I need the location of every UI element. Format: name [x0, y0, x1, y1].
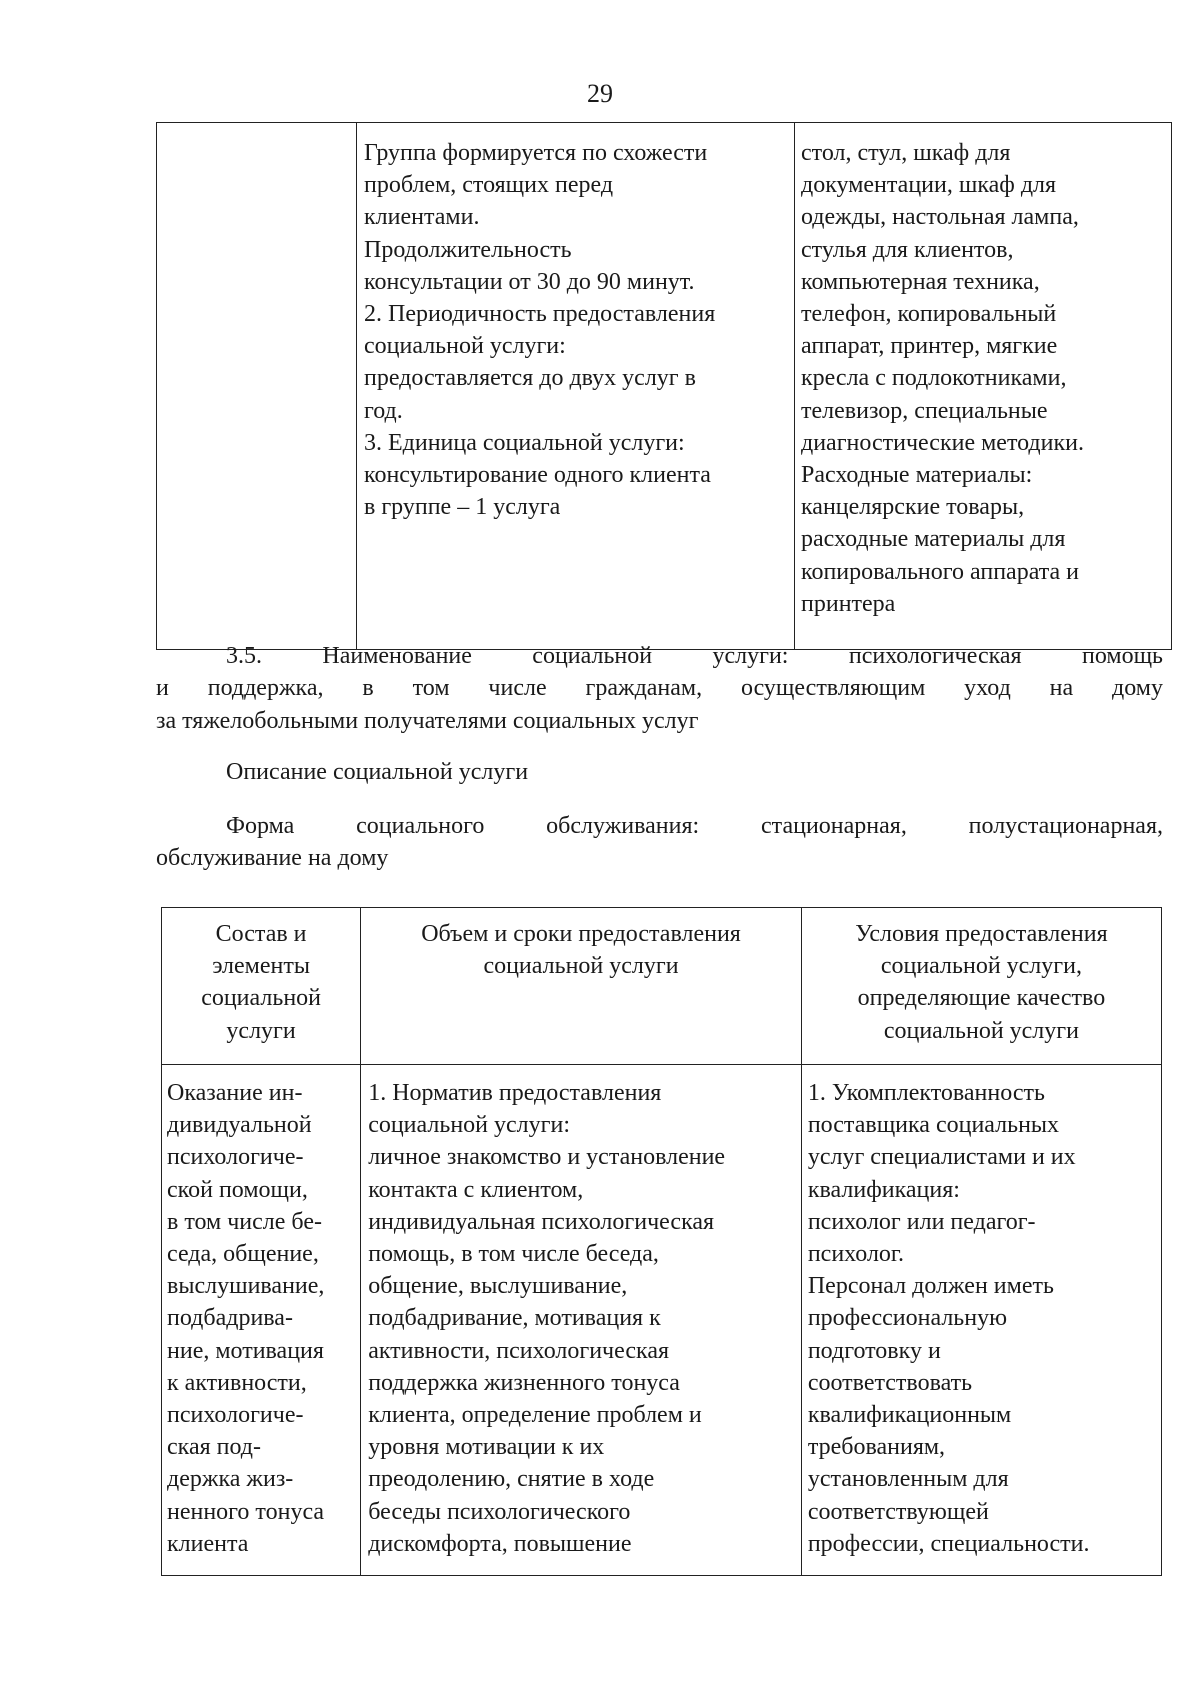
- composition-cell: [162, 1065, 361, 1576]
- cell-line: профессиональную: [807, 1305, 1008, 1332]
- cell-line: соответствующей: [807, 1498, 989, 1525]
- header-composition: [162, 908, 361, 1065]
- cell-line: психологиче-: [167, 1402, 304, 1429]
- conditions-cell: [801, 1065, 1161, 1576]
- cell-line: Персонал должен иметь: [807, 1273, 1054, 1300]
- cell-line: активности, психологическая: [368, 1337, 670, 1364]
- header-conditions: [801, 908, 1161, 1065]
- cell-line: диагностические методики.: [801, 429, 1084, 456]
- cell-line: ние, мотивация: [167, 1337, 324, 1364]
- cell-line: контакта с клиентом,: [368, 1176, 584, 1203]
- cell-line: принтера: [801, 590, 896, 617]
- cell-line: услуг специалистами и их: [807, 1144, 1076, 1171]
- cell-line: помощь, в том числе беседа,: [368, 1241, 659, 1268]
- cell-line: квалификационным: [807, 1402, 1012, 1429]
- cell-line: телевизор, специальные: [801, 397, 1048, 424]
- cell-line: консультирование одного клиента: [364, 462, 711, 489]
- service-form: [156, 810, 1163, 875]
- cell-line: ской помощи,: [167, 1176, 308, 1203]
- heading-line: за тяжелобольными получателями социальных услуг: [156, 707, 699, 734]
- cell-line: Оказание ин-: [167, 1080, 303, 1106]
- conditions-cell: [795, 123, 1172, 650]
- cell-line: выслушивание,: [167, 1273, 325, 1300]
- form-line: Форма социального обслуживания: стационарная, полустационарная,: [226, 813, 1163, 839]
- cell-line: психологиче-: [167, 1144, 304, 1171]
- header-line: элементы: [212, 953, 310, 980]
- service-description-table: [161, 907, 1162, 1576]
- cell-line: в том числе бе-: [167, 1208, 322, 1235]
- description-title: [156, 756, 1163, 788]
- cell-line: профессии, специальности.: [807, 1530, 1090, 1557]
- form-line: обслуживание на дому: [156, 845, 389, 872]
- heading-line: и поддержка, в том числе гражданам, осуществляющим уход на дому: [156, 675, 1163, 702]
- cell-line: подбадрива-: [167, 1305, 293, 1332]
- cell-line: 2. Периодичность предоставления: [364, 301, 716, 328]
- empty-cell: [157, 123, 357, 650]
- cell-line: общение, выслушивание,: [368, 1273, 628, 1300]
- header-line: Объем и сроки предоставления: [421, 921, 741, 947]
- cell-line: документации, шкаф для: [801, 172, 1057, 199]
- cell-line: поддержка жизненного тонуса: [368, 1369, 680, 1396]
- header-volume-terms: [361, 908, 802, 1065]
- table-row: [162, 1065, 1162, 1576]
- cell-line: седа, общение,: [167, 1241, 319, 1268]
- continued-service-table: [156, 122, 1172, 650]
- cell-line: 3. Единица социальной услуги:: [364, 429, 685, 456]
- cell-line: расходные материалы для: [801, 526, 1066, 553]
- header-line: Условия предоставления: [855, 921, 1108, 947]
- table-header-row: [162, 908, 1162, 1065]
- cell-line: дискомфорта, повышение: [368, 1530, 632, 1557]
- cell-line: 1. Норматив предоставления: [368, 1080, 662, 1106]
- header-line: услуги: [226, 1017, 296, 1044]
- cell-line: личное знакомство и установление: [368, 1144, 726, 1171]
- description-title-text: Описание социальной услуги: [226, 759, 529, 785]
- cell-line: клиента, определение проблем и: [368, 1402, 702, 1429]
- header-line: социальной: [201, 985, 321, 1012]
- cell-line: дивидуальной: [167, 1112, 312, 1139]
- cell-line: канцелярские товары,: [801, 494, 1025, 521]
- cell-line: уровня мотивации к их: [368, 1434, 605, 1461]
- header-line: социальной услуги: [883, 1017, 1079, 1044]
- cell-line: копировального аппарата и: [801, 558, 1080, 585]
- cell-line: ская под-: [167, 1434, 261, 1461]
- cell-line: предоставляется до двух услуг в: [364, 365, 696, 392]
- cell-line: держка жиз-: [167, 1466, 294, 1493]
- cell-line: требованиям,: [807, 1434, 946, 1461]
- cell-line: поставщика социальных: [807, 1112, 1060, 1139]
- section-heading: [156, 640, 1163, 737]
- cell-line: стол, стул, шкаф для: [801, 140, 1011, 166]
- cell-line: подбадривание, мотивация к: [368, 1305, 661, 1332]
- cell-line: установленным для: [807, 1466, 1009, 1493]
- cell-line: 1. Укомплектованность: [807, 1080, 1045, 1106]
- cell-line: преодолению, снятие в ходе: [368, 1466, 655, 1493]
- header-line: социальной услуги,: [880, 953, 1082, 980]
- header-line: определяющие качество: [857, 985, 1106, 1012]
- cell-line: психолог или педагог-: [807, 1208, 1036, 1235]
- cell-line: подготовку и: [807, 1337, 941, 1364]
- cell-line: кресла с подлокотниками,: [801, 365, 1067, 392]
- page-number: 29: [587, 79, 613, 108]
- cell-line: беседы психологического: [368, 1498, 631, 1525]
- heading-line: 3.5. Наименование социальной услуги: психологическая помощь: [226, 643, 1163, 669]
- volume-terms-cell: [361, 1065, 802, 1576]
- cell-line: телефон, копировальный: [801, 301, 1057, 328]
- volume-terms-cell: [357, 123, 795, 650]
- cell-line: в группе – 1 услуга: [364, 494, 561, 521]
- cell-line: стулья для клиентов,: [801, 236, 1014, 263]
- cell-line: социальной услуги:: [364, 333, 566, 360]
- cell-line: психолог.: [807, 1241, 905, 1268]
- cell-line: проблем, стоящих перед: [364, 172, 614, 199]
- header-line: социальной услуги: [483, 953, 679, 980]
- table-row: [157, 123, 1172, 650]
- cell-line: соответствовать: [807, 1369, 973, 1396]
- cell-line: клиента: [167, 1530, 249, 1557]
- cell-line: индивидуальная психологическая: [368, 1208, 715, 1235]
- cell-line: Продолжительность: [364, 236, 572, 263]
- cell-line: компьютерная техника,: [801, 268, 1040, 295]
- cell-line: клиентами.: [364, 204, 480, 231]
- cell-line: к активности,: [167, 1369, 307, 1396]
- cell-line: социальной услуги:: [368, 1112, 570, 1139]
- cell-line: одежды, настольная лампа,: [801, 204, 1079, 231]
- cell-line: аппарат, принтер, мягкие: [801, 333, 1058, 360]
- cell-line: год.: [364, 397, 403, 424]
- cell-line: Расходные материалы:: [801, 462, 1033, 489]
- cell-line: ненного тонуса: [167, 1498, 325, 1525]
- header-line: Состав и: [215, 921, 307, 947]
- cell-line: Группа формируется по схожести: [364, 140, 708, 166]
- cell-line: консультации от 30 до 90 минут.: [364, 268, 695, 295]
- cell-line: квалификация:: [807, 1176, 960, 1203]
